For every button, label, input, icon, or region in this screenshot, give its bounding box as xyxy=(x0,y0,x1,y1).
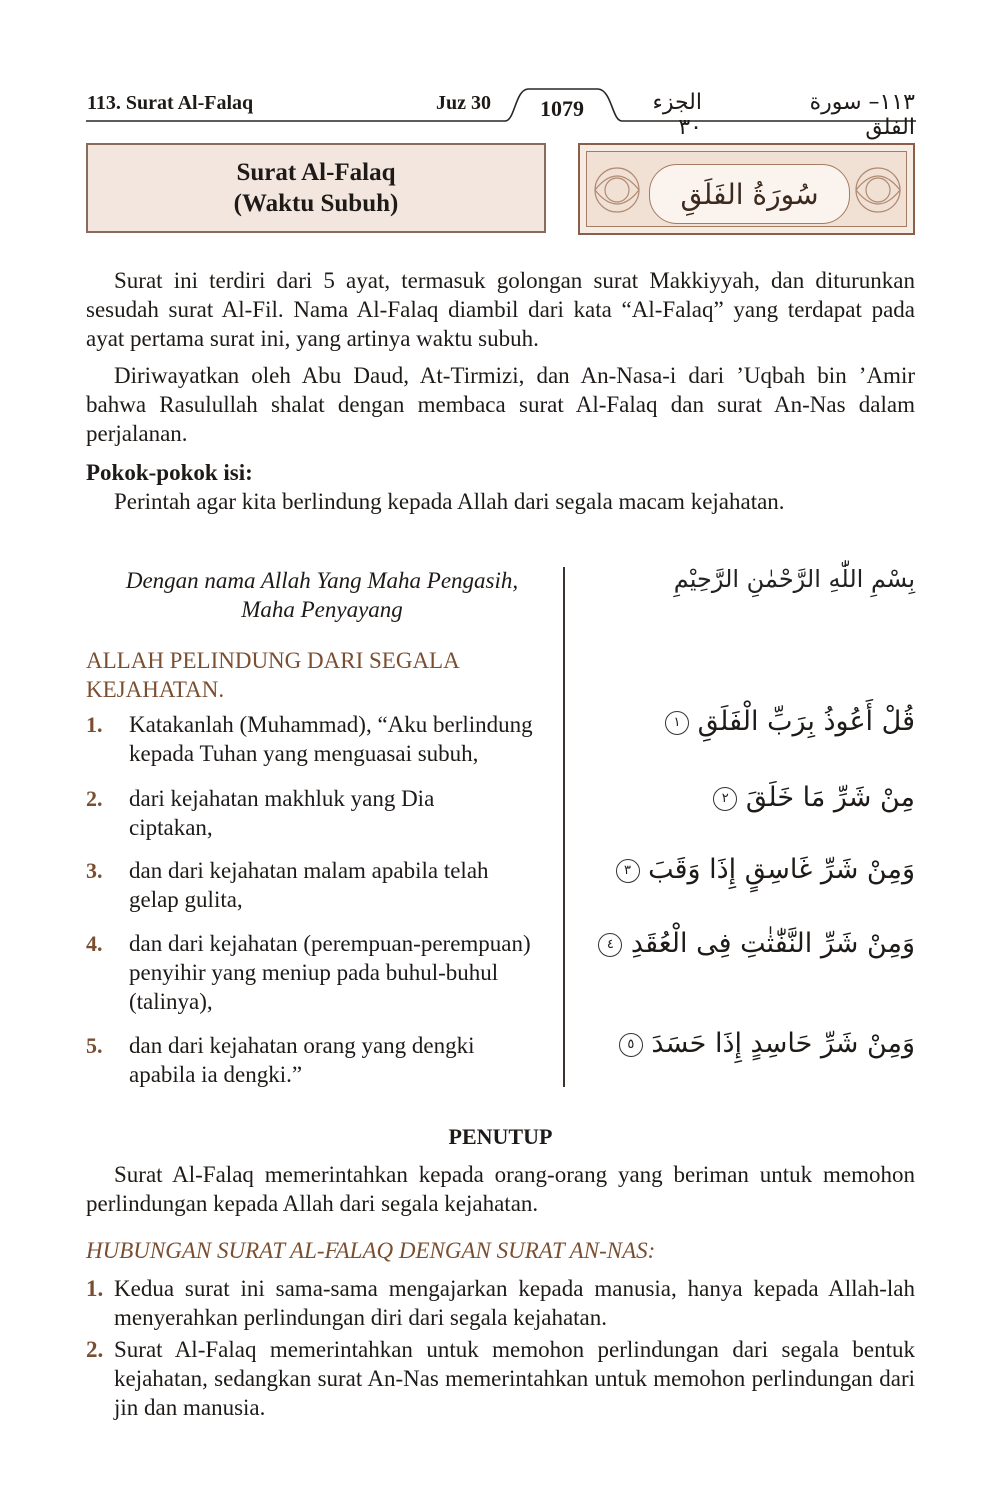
verse-4 xyxy=(86,929,556,1016)
verse-number: 1. xyxy=(86,712,103,737)
header-surah-label: 113. Surat Al-Falaq xyxy=(87,92,254,114)
header-juz-label: Juz 30 xyxy=(436,92,491,114)
page-number: 1079 xyxy=(540,96,584,121)
surah-subtitle: (Waktu Subuh) xyxy=(233,190,399,217)
column-divider xyxy=(563,567,565,1087)
arabic-verse-text: وَمِنْ شَرِّ حَاسِدٍ إِذَا حَسَدَ xyxy=(651,1028,915,1059)
arabic-surah-name: سُورَةُ الفَلَقِ xyxy=(649,164,850,224)
points-text: Perintah agar kita berlindung kepada Allah dari segala macam kejahatan. xyxy=(114,489,785,514)
verse-1-arabic xyxy=(585,706,915,737)
ayah-number-mark: ٤ xyxy=(598,933,622,957)
header-surah-arabic: ١١٣– سورة الفلق xyxy=(809,90,915,140)
verse-number: 5. xyxy=(86,1033,103,1058)
closing-heading: PENUTUP xyxy=(448,1124,553,1149)
verse-text: dari kejahatan makhluk yang Dia ciptakan, xyxy=(129,786,435,840)
basmalah-translation: Dengan nama Allah Yang Maha Pengasih, Maha Penyayang xyxy=(125,568,519,622)
verse-text: Katakanlah (Muhammad), “Aku berlindung kepada Tuhan yang menguasai subuh, xyxy=(129,712,533,766)
intro-paragraph-2: Diriwayatkan oleh Abu Daud, At-Tirmizi, dan An-Nasa-i dari ’Uqbah bin ’Amir bahwa Rasulullah shalat dengan membaca surat Al-Falaq dan surat An-Nas dalam perjalanan. xyxy=(86,363,915,446)
closing-text: Surat Al-Falaq memerintahkan kepada orang-orang yang beriman untuk memohon perlindungan kepada Allah dari segala kejahatan. xyxy=(86,1162,915,1216)
verse-4-arabic xyxy=(585,928,915,959)
verse-1 xyxy=(86,710,556,768)
ornament-frame xyxy=(586,151,907,227)
verse-number: 3. xyxy=(86,858,103,883)
arabic-verse-text: وَمِنْ شَرِّ النَّفّٰثٰتِ فِى الْعُقَدِ xyxy=(630,928,915,959)
relation-item-number: 1. xyxy=(86,1276,104,1301)
header-juz-arabic: الجزء ٣٠ xyxy=(652,90,702,140)
arabic-verse-text: قُلْ أَعُوذُ بِرَبِّ الْفَلَقِ xyxy=(697,706,915,737)
verse-number: 4. xyxy=(86,931,103,956)
ayah-number-mark: ٢ xyxy=(713,787,737,811)
intro-section xyxy=(86,266,915,516)
ayah-number-mark: ٥ xyxy=(619,1033,643,1057)
surah-title: Surat Al-Falaq xyxy=(236,159,396,186)
relation-item-number: 2. xyxy=(86,1337,104,1362)
ayah-number-mark: ٣ xyxy=(616,859,640,883)
verse-text: dan dari kejahatan malam apabila telah gelap gulita, xyxy=(129,858,489,912)
verse-5-arabic xyxy=(585,1028,915,1059)
basmalah-arabic: بِسْمِ اللّٰهِ الرَّحْمٰنِ الرَّحِيْمِ xyxy=(673,565,915,593)
arabic-verse-text: وَمِنْ شَرِّ غَاسِقٍ إِذَا وَقَبَ xyxy=(648,854,915,885)
intro-paragraph-1: Surat ini terdiri dari 5 ayat, termasuk golongan surat Makkiyyah, dan diturunkan sesudah surat Al-Fil. Nama Al-Falaq diambil dari kata “Al-Falaq” yang terdapat pada ayat pertama surat ini, yang artinya waktu subuh. xyxy=(86,268,915,351)
relation-item-1 xyxy=(86,1274,915,1332)
verse-2-arabic xyxy=(585,782,915,813)
relation-heading: HUBUNGAN SURAT AL-FALAQ DENGAN SURAT AN-NAS: xyxy=(86,1238,656,1263)
verse-3-arabic xyxy=(585,854,915,885)
relation-item-text: Kedua surat ini sama-sama mengajarkan kepada manusia, hanya kepada Allah-lah menyerahkan perlindungan diri dari segala kejahatan. xyxy=(114,1276,915,1330)
arabic-verse-text: مِنْ شَرِّ مَا خَلَقَ xyxy=(745,782,915,813)
arabic-title-ornament xyxy=(578,143,915,235)
verse-5 xyxy=(86,1031,556,1089)
points-heading: Pokok-pokok isi: xyxy=(86,460,253,485)
verse-2 xyxy=(86,784,556,842)
section-heading: ALLAH PELINDUNG DARI SEGALA KEJAHATAN. xyxy=(86,648,459,702)
ayah-number-mark: ١ xyxy=(665,711,689,735)
verse-number: 2. xyxy=(86,786,103,811)
verse-text: dan dari kejahatan (perempuan-perempuan) penyihir yang meniup pada buhul-buhul (talinya), xyxy=(129,931,531,1014)
verse-text: dan dari kejahatan orang yang dengki apabila ia dengki.” xyxy=(129,1033,475,1087)
relation-item-2 xyxy=(86,1335,915,1422)
surah-title-box xyxy=(86,143,546,233)
verse-3 xyxy=(86,856,556,914)
relation-item-text: Surat Al-Falaq memerintahkan untuk memohon perlindungan dari segala bentuk kejahatan, sedangkan surat An-Nas memerintahkan untuk memohon perlindungan dari jin dan manusia. xyxy=(114,1337,915,1420)
